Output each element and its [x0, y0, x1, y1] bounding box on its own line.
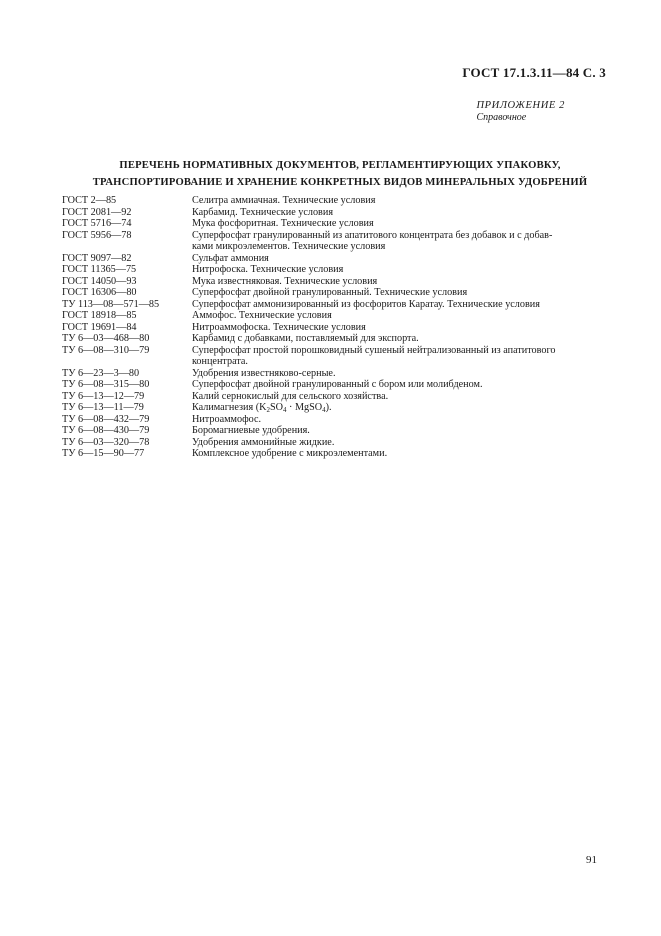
document-description: Мука фосфоритная. Технические условия: [192, 218, 374, 229]
document-description: Удобрения аммонийные жидкие.: [192, 436, 335, 448]
list-item: [62, 310, 602, 322]
document-description: Сульфат аммония: [192, 252, 269, 264]
list-item: [62, 333, 602, 345]
description-line-1: Суперфосфат простой порошковидный сушеный нейтрализованный из апатитового: [192, 344, 556, 356]
description-line-2: ками микроэлементов. Технические условия: [192, 241, 386, 252]
document-description: Нитроаммофос.: [192, 413, 262, 425]
formula-part-3: · MgSO: [286, 402, 323, 413]
list-item: [62, 448, 602, 460]
document-code: ГОСТ 19691—84: [62, 321, 137, 333]
document-code: ГОСТ 2—85: [62, 195, 117, 206]
document-code: ТУ 6—03—320—78: [62, 436, 150, 448]
list-item: [62, 230, 602, 253]
formula-subscript-3: 4: [322, 406, 326, 414]
document-code: ГОСТ 16306—80: [62, 287, 137, 298]
formula-subscript-2: 4: [282, 406, 287, 414]
document-code: ГОСТ 5956—78: [62, 229, 132, 241]
document-code: ТУ 6—13—11—79: [62, 402, 144, 413]
document-description: Аммофос. Технические условия: [192, 310, 332, 321]
document-description: Калий сернокислый для сельского хозяйства.: [192, 390, 389, 402]
document-code: ГОСТ 18918—85: [62, 310, 137, 321]
list-item: [62, 299, 602, 311]
list-item: [62, 345, 602, 368]
list-item: [62, 207, 602, 219]
formula-part-1: Калимагнезия (K: [192, 402, 267, 413]
document-code: ТУ 6—15—90—77: [62, 448, 145, 459]
document-description: Карбамид с добавками, поставляемый для экспорта.: [192, 333, 419, 344]
document-code: ГОСТ 14050—93: [62, 275, 137, 287]
document-title: [60, 157, 620, 191]
document-title-line-1: ПЕРЕЧЕНЬ НОРМАТИВНЫХ ДОКУМЕНТОВ, РЕГЛАМЕНТИРУЮЩИХ УПАКОВКУ,: [119, 160, 561, 171]
document-code: ТУ 6—08—430—79: [62, 425, 150, 436]
document-description: [192, 345, 602, 368]
description-line-2: концентрата.: [192, 356, 248, 367]
formula-part-2: SO: [269, 402, 283, 413]
document-code: ТУ 113—08—571—85: [62, 298, 160, 310]
list-item: [62, 276, 602, 288]
document-description: Карбамид. Технические условия: [192, 206, 334, 218]
list-item: [62, 425, 602, 437]
document-description: Нитрофоска. Технические условия: [192, 264, 344, 275]
document-code: ТУ 6—13—12—79: [62, 390, 145, 402]
list-item: [62, 379, 602, 391]
document-code: ТУ 6—08—310—79: [62, 344, 150, 356]
list-item: [62, 391, 602, 403]
document-title-line-2: ТРАНСПОРТИРОВАНИЕ И ХРАНЕНИЕ КОНКРЕТНЫХ ВИДОВ МИНЕРАЛЬНЫХ УДОБРЕНИЙ: [92, 177, 588, 188]
document-description: Селитра аммиачная. Технические условия: [192, 195, 376, 206]
page-number: 91: [586, 854, 597, 866]
document-code: ГОСТ 5716—74: [62, 218, 132, 229]
document-description: [192, 230, 602, 253]
document-description: Мука известняковая. Технические условия: [192, 275, 378, 287]
document-code: ТУ 6—08—315—80: [62, 379, 150, 390]
document-code: ТУ 6—08—432—79: [62, 413, 150, 425]
document-code: ТУ 6—23—3—80: [62, 367, 140, 379]
document-description: Комплексное удобрение с микроэлементами.: [192, 448, 388, 459]
list-item: [62, 218, 602, 230]
document-description: Удобрения известняково-серные.: [192, 367, 336, 379]
document-code-header: ГОСТ 17.1.3.11—84 С. 3: [462, 65, 606, 80]
formula-subscript-1: 2: [266, 406, 270, 414]
document-description: Суперфосфат двойной гранулированный с бором или молибденом.: [192, 379, 483, 390]
list-item: [62, 402, 602, 414]
description-line-1: Суперфосфат гранулированный из апатитового концентрата без добавок и с добав-: [192, 229, 553, 241]
list-item: [62, 264, 602, 276]
list-item: [62, 287, 602, 299]
normative-documents-list: [62, 195, 602, 460]
list-item: [62, 322, 602, 334]
document-description: Нитроаммофоска. Технические условия: [192, 321, 366, 333]
document-code: ГОСТ 11365—75: [62, 264, 137, 275]
document-description-formula: [192, 402, 602, 414]
appendix-title: ПРИЛОЖЕНИЕ 2: [476, 100, 565, 111]
document-description: Суперфосфат двойной гранулированный. Технические условия: [192, 287, 468, 298]
list-item: [62, 437, 602, 449]
appendix-block: [476, 100, 565, 124]
document-description: Суперфосфат аммонизированный из фосфоритов Каратау. Технические условия: [192, 298, 540, 310]
list-item: [62, 253, 602, 265]
appendix-subtitle: Справочное: [476, 112, 527, 123]
list-item: [62, 414, 602, 426]
list-item: [62, 368, 602, 380]
list-item: [62, 195, 602, 207]
formula-part-4: ).: [325, 402, 332, 413]
document-code: ГОСТ 9097—82: [62, 252, 132, 264]
document-code: ТУ 6—03—468—80: [62, 333, 150, 344]
document-code: ГОСТ 2081—92: [62, 206, 132, 218]
document-description: Боромагниевые удобрения.: [192, 425, 310, 436]
